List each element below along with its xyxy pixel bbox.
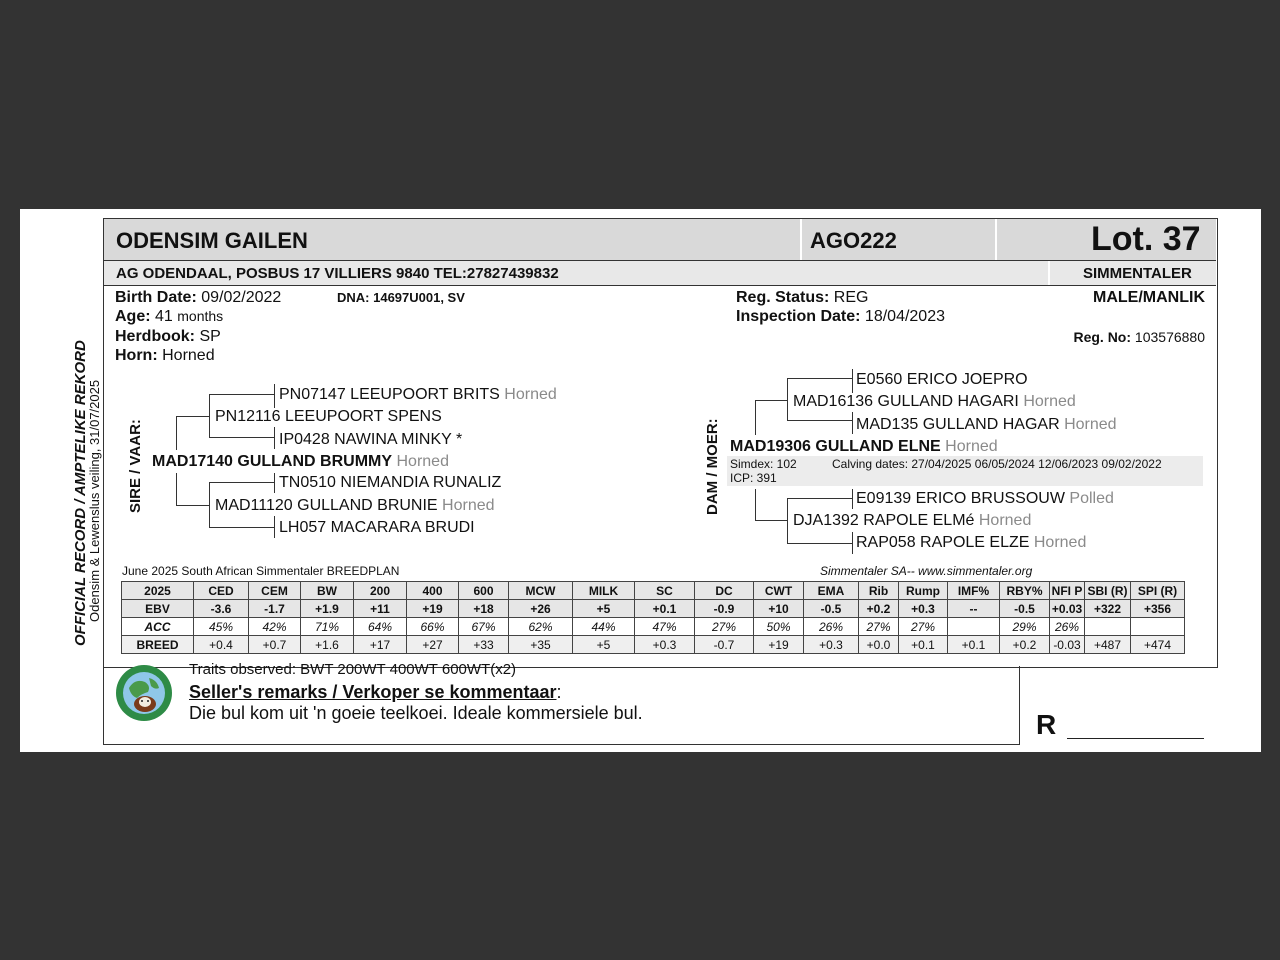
- sire-dam-dam: [279, 519, 475, 537]
- pedigree-name: MAD135 GULLAND HAGAR: [856, 416, 1060, 433]
- dam-line-14: [852, 532, 853, 554]
- ebv-cell: +33: [459, 636, 509, 654]
- pedigree-name: MAD11120 GULLAND BRUNIE: [215, 497, 438, 514]
- ebv-cell: -1.7: [249, 600, 301, 618]
- breed-name: SIMMENTALER: [1083, 265, 1192, 282]
- dam-dam-sire: [856, 490, 1114, 508]
- ebv-row: [122, 600, 1185, 618]
- sire-line-12: [274, 516, 275, 538]
- ebv-cell: +35: [509, 636, 573, 654]
- ebv-row-label: BREED: [122, 636, 194, 654]
- frame-bottom-edge: [103, 744, 1020, 745]
- dam-name: [730, 438, 998, 456]
- pedigree-name: DJA1392 RAPOLE ELMé: [793, 512, 975, 529]
- traits-observed: Traits observed: BWT 200WT 400WT 600WT(x2): [189, 661, 517, 678]
- herdbook-label: Herdbook:: [115, 328, 195, 345]
- dam-dam: [793, 512, 1031, 530]
- horn-label: Horn:: [115, 347, 158, 364]
- dam-icp: ICP: 391: [730, 471, 777, 485]
- dam-line-9: [755, 520, 787, 521]
- ebv-header-cell: 200: [354, 582, 407, 600]
- price-divider: [1019, 666, 1020, 745]
- ebv-header-cell: EMA: [804, 582, 859, 600]
- ebv-cell: +18: [459, 600, 509, 618]
- dam-calving-dates: Calving dates: 27/04/2025 06/05/2024 12/06/2023 09/02/2022: [832, 457, 1162, 471]
- ebv-cell: +10: [754, 600, 804, 618]
- breeder-divider: [1048, 261, 1050, 285]
- dam-sire: [793, 393, 1076, 411]
- title-divider-1: [800, 219, 802, 260]
- ebv-cell: [1131, 618, 1185, 636]
- ebv-header-cell: Rib: [859, 582, 899, 600]
- ebv-cell: -3.6: [194, 600, 249, 618]
- inspection-date: [736, 308, 945, 326]
- reg-status-label: Reg. Status:: [736, 289, 830, 306]
- remarks-text: Die bul kom uit 'n goeie teelkoei. Ideale kommersiele bul.: [189, 703, 643, 723]
- dam-line-11: [787, 498, 852, 499]
- sire-dam-sire: [279, 474, 501, 492]
- ebv-cell: +356: [1131, 600, 1185, 618]
- sire-line-10: [209, 527, 274, 528]
- ebv-header-cell: CWT: [754, 582, 804, 600]
- sire-line-11: [274, 473, 275, 493]
- ebv-cell: -0.5: [1000, 600, 1050, 618]
- birth-value: 09/02/2022: [201, 289, 282, 306]
- ebv-cell: 64%: [354, 618, 407, 636]
- ebv-cell: 62%: [509, 618, 573, 636]
- ebv-header-cell: NFI P: [1050, 582, 1085, 600]
- remarks-title: Seller's remarks / Verkoper se kommentaar: [189, 682, 557, 702]
- herdbook: [115, 328, 221, 346]
- price-label: R: [1036, 709, 1057, 740]
- reg-number: [1073, 329, 1205, 345]
- sire-bracket-ss: [274, 384, 275, 408]
- ebv-cell: -0.03: [1050, 636, 1085, 654]
- sire-line-5: [176, 416, 209, 417]
- remarks-heading: [189, 682, 562, 703]
- dam-sire-dam: [856, 416, 1117, 434]
- ebv-cell: +1.6: [301, 636, 354, 654]
- sire-line-9: [209, 482, 274, 483]
- age-unit: months: [177, 308, 224, 324]
- ebv-cell: +0.2: [859, 600, 899, 618]
- age: [115, 308, 223, 326]
- birth-label: Birth Date:: [115, 289, 197, 306]
- herdbook-value: SP: [199, 328, 221, 345]
- sire-name: [152, 453, 449, 471]
- ebv-cell: [948, 618, 1000, 636]
- pedigree-name: LH057 MACARARA BRUDI: [279, 519, 475, 536]
- dam-line-13: [852, 489, 853, 509]
- ebv-cell: +0.2: [1000, 636, 1050, 654]
- ebv-cell: -0.9: [695, 600, 754, 618]
- catalog-card: [20, 209, 1261, 752]
- pedigree-horn: Horned: [945, 438, 998, 455]
- ebv-cell: +0.3: [804, 636, 859, 654]
- pedigree-horn: Horned: [504, 386, 557, 403]
- ebv-header-cell: IMF%: [948, 582, 1000, 600]
- ebv-cell: +19: [407, 600, 459, 618]
- frame-left-edge: [103, 218, 104, 745]
- ebv-header-cell: CED: [194, 582, 249, 600]
- dam-sire-sire: [856, 371, 1028, 389]
- ebv-cell: 42%: [249, 618, 301, 636]
- ebv-cell: +0.03: [1050, 600, 1085, 618]
- title-divider-2: [995, 219, 997, 260]
- ebv-cell: +0.4: [194, 636, 249, 654]
- dam-line-10: [787, 498, 788, 544]
- dam-dam-dam: [856, 534, 1086, 552]
- sire-line-7: [176, 505, 209, 506]
- sire-line-6: [176, 473, 177, 505]
- reg-status-value: REG: [833, 289, 869, 306]
- pedigree-name: E0560 ERICO JOEPRO: [856, 371, 1028, 388]
- ebv-cell: +487: [1085, 636, 1131, 654]
- ebv-cell: 67%: [459, 618, 509, 636]
- ebv-cell: +322: [1085, 600, 1131, 618]
- ebv-header-cell: MCW: [509, 582, 573, 600]
- pedigree-name: TN0510 NIEMANDIA RUNALIZ: [279, 474, 502, 491]
- ebv-row-label: ACC: [122, 618, 194, 636]
- price-input-line[interactable]: [1067, 738, 1204, 739]
- sale-label: Odensim & Lewenslus veiling, 31/07/2025: [87, 379, 102, 622]
- ebv-cell: 44%: [573, 618, 635, 636]
- remarks-colon: :: [556, 682, 562, 702]
- simmentaler-globe-logo-icon: [115, 664, 173, 722]
- ebv-header-cell: SBI (R): [1085, 582, 1131, 600]
- sire-bracket-ss-v: [209, 394, 210, 437]
- sire-sire-sire: [279, 386, 557, 404]
- ebv-header-cell: 600: [459, 582, 509, 600]
- ebv-cell: +17: [354, 636, 407, 654]
- regno-value: 103576880: [1134, 329, 1205, 345]
- ebv-cell: +11: [354, 600, 407, 618]
- sex: MALE/MANLIK: [1093, 289, 1205, 306]
- ebv-cell: 50%: [754, 618, 804, 636]
- sire-dam: [215, 497, 495, 515]
- ebv-cell: +0.1: [948, 636, 1000, 654]
- sire-line-2: [209, 437, 274, 438]
- dam-line-6: [755, 400, 756, 435]
- ebv-cell: +0.3: [899, 600, 948, 618]
- pedigree-horn: Horned: [978, 512, 1032, 529]
- ebv-cell: +0.1: [635, 600, 695, 618]
- sire-line-1: [209, 394, 274, 395]
- pedigree-name: PN07147 LEEUPOORT BRITS: [279, 386, 500, 403]
- horn-value: Horned: [162, 347, 215, 364]
- breedplan-title: June 2025 South African Simmentaler BREEDPLAN: [122, 564, 400, 578]
- inspection-value: 18/04/2023: [864, 308, 945, 325]
- inspection-label: Inspection Date:: [736, 308, 861, 325]
- dam-line-5: [852, 412, 853, 434]
- official-record-label: OFFICIAL RECORD / AMPTELIKE REKORD: [72, 340, 89, 646]
- pedigree-horn: Horned: [442, 497, 495, 514]
- ebv-cell: +19: [754, 636, 804, 654]
- ebv-header-cell: DC: [695, 582, 754, 600]
- dam-line-12: [787, 543, 852, 544]
- ebv-header-cell: Rump: [899, 582, 948, 600]
- sire-line-3: [274, 427, 275, 449]
- dam-line-3: [787, 378, 852, 379]
- dam-line-4: [787, 420, 852, 421]
- ebv-table: [121, 581, 1185, 654]
- ebv-row-label: EBV: [122, 600, 194, 618]
- dam-line-7: [755, 400, 787, 401]
- ebv-cell: 71%: [301, 618, 354, 636]
- dam-simdex: Simdex: 102: [730, 457, 797, 471]
- pedigree-name: IP0428 NAWINA MINKY *: [279, 431, 463, 448]
- sire-sire: [215, 408, 442, 426]
- ebv-cell: +5: [573, 600, 635, 618]
- dna-info: DNA: 14697U001, SV: [337, 290, 465, 305]
- pedigree-name: RAP058 RAPOLE ELZE: [856, 534, 1030, 551]
- ebv-cell: +1.9: [301, 600, 354, 618]
- ebv-cell: +26: [509, 600, 573, 618]
- sire-sire-dam: [279, 431, 462, 449]
- breedplan-site: Simmentaler SA-- www.simmentaler.org: [820, 564, 1033, 578]
- ebv-cell: 27%: [899, 618, 948, 636]
- pedigree-name: E09139 ERICO BRUSSOUW: [856, 490, 1065, 507]
- dam-line-8: [755, 489, 756, 521]
- ebv-cell: +0.7: [249, 636, 301, 654]
- ebv-header-cell: 400: [407, 582, 459, 600]
- dam-line-2: [787, 378, 788, 421]
- ebv-cell: -0.7: [695, 636, 754, 654]
- pedigree-horn: Horned: [1023, 393, 1076, 410]
- pedigree-horn: Horned: [1064, 416, 1117, 433]
- ebv-header-cell: MILK: [573, 582, 635, 600]
- dam-label: DAM / MOER:: [704, 418, 721, 515]
- pedigree-name: MAD16136 GULLAND HAGARI: [793, 393, 1019, 410]
- ebv-header-cell: 2025: [122, 582, 194, 600]
- ebv-cell: 27%: [695, 618, 754, 636]
- ebv-header-cell: SPI (R): [1131, 582, 1185, 600]
- pedigree-name: MAD17140 GULLAND BRUMMY: [152, 453, 393, 470]
- ebv-cell: 47%: [635, 618, 695, 636]
- sire-line-8: [209, 482, 210, 528]
- ebv-header-row: [122, 582, 1185, 600]
- animal-name: ODENSIM GAILEN: [116, 228, 308, 253]
- ebv-cell: 27%: [859, 618, 899, 636]
- animal-code: AGO222: [810, 228, 897, 253]
- dam-line-1: [852, 369, 853, 393]
- ebv-cell: 45%: [194, 618, 249, 636]
- ebv-cell: --: [948, 600, 1000, 618]
- age-value: 41: [155, 308, 173, 325]
- ebv-cell: 66%: [407, 618, 459, 636]
- ebv-cell: +474: [1131, 636, 1185, 654]
- sire-line-4: [176, 416, 177, 450]
- reg-status: [736, 289, 868, 307]
- ebv-cell: 29%: [1000, 618, 1050, 636]
- ebv-cell: +0.1: [899, 636, 948, 654]
- ebv-cell: -0.5: [804, 600, 859, 618]
- breeder-info: AG ODENDAAL, POSBUS 17 VILLIERS 9840 TEL:27827439832: [116, 265, 559, 282]
- acc-row: [122, 618, 1185, 636]
- horn: [115, 347, 215, 365]
- ebv-cell: +0.3: [635, 636, 695, 654]
- pedigree-horn: Polled: [1069, 490, 1114, 507]
- ebv-header-cell: CEM: [249, 582, 301, 600]
- age-label: Age:: [115, 308, 151, 325]
- birth-date: [115, 289, 281, 307]
- lot-number: Lot. 37: [1091, 220, 1201, 258]
- ebv-header-cell: BW: [301, 582, 354, 600]
- ebv-cell: +5: [573, 636, 635, 654]
- breed-row: [122, 636, 1185, 654]
- sire-label: SIRE / VAAR:: [127, 419, 144, 513]
- regno-label: Reg. No:: [1073, 329, 1132, 345]
- ebv-cell: 26%: [1050, 618, 1085, 636]
- pedigree-name: PN12116 LEEUPOORT SPENS: [215, 408, 442, 425]
- pedigree-horn: Horned: [396, 453, 449, 470]
- ebv-cell: +27: [407, 636, 459, 654]
- ebv-cell: +0.0: [859, 636, 899, 654]
- ebv-header-cell: SC: [635, 582, 695, 600]
- pedigree-name: MAD19306 GULLAND ELNE: [730, 438, 941, 455]
- ebv-cell: [1085, 618, 1131, 636]
- ebv-cell: 26%: [804, 618, 859, 636]
- ebv-header-cell: RBY%: [1000, 582, 1050, 600]
- pedigree-horn: Horned: [1033, 534, 1087, 551]
